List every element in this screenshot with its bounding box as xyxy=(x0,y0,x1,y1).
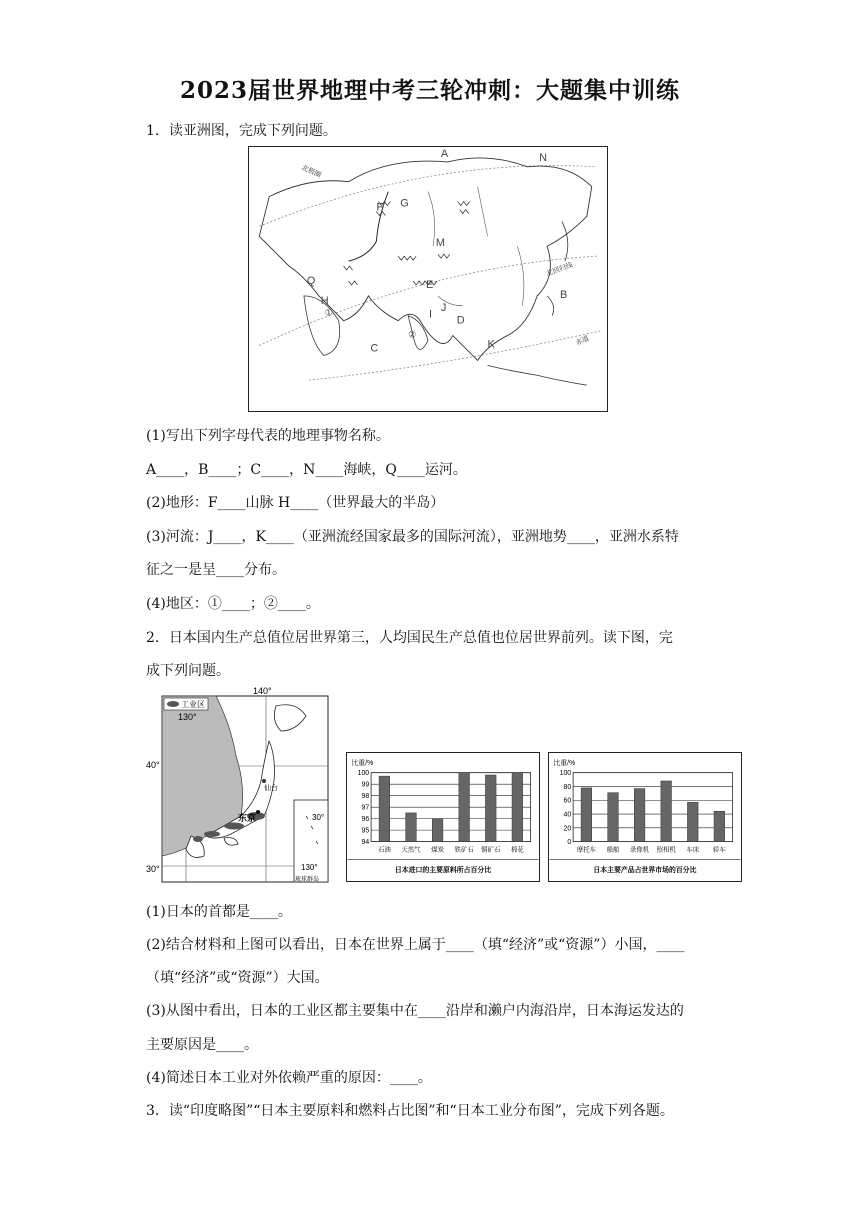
bar xyxy=(432,819,443,842)
y-tick-label: 94 xyxy=(361,839,370,847)
q1-part4: (4)地区：①____；②____。 xyxy=(146,596,320,612)
y-tick-label: 100 xyxy=(559,770,572,778)
q2-part2-a: (2)结合材料和上图可以看出，日本在世界上属于____（填“经济”或“资源”）小国，____ xyxy=(146,937,685,953)
label-M: M xyxy=(435,237,446,250)
label-circle-2: ② xyxy=(408,329,417,340)
japan-lon-140: 140° xyxy=(253,686,272,696)
japan-lat-30-inset: 30° xyxy=(312,813,325,822)
y-tick-label: 80 xyxy=(563,783,572,791)
japan-lon-130: 130° xyxy=(178,712,197,722)
x-tick-label: 铜矿石 xyxy=(481,846,501,854)
x-tick-label: 棉花 xyxy=(510,846,524,854)
label-K: K xyxy=(487,338,495,351)
label-H: H xyxy=(320,294,329,307)
x-tick-label: 石油 xyxy=(378,846,391,854)
q1-part3-b: 征之一是呈____分布。 xyxy=(146,562,286,578)
bar xyxy=(661,781,672,842)
arctic-circle-label: 北极圈 xyxy=(300,164,322,180)
q2-stem-1: 2．日本国内生产总值位居世界第三，人均国民生产总值也位居世界前列。读下图，完 xyxy=(146,630,673,646)
x-tick-label: 摩托车 xyxy=(576,846,597,854)
label-J: J xyxy=(440,301,447,314)
japan-map xyxy=(146,686,332,884)
q2-part3-b: 主要原因是____。 xyxy=(146,1037,258,1053)
y-tick-label: 99 xyxy=(361,781,370,789)
label-G: G xyxy=(400,197,409,210)
y-axis-label: 比重/% xyxy=(351,759,374,767)
bar xyxy=(379,776,390,841)
label-circle-1: ① xyxy=(324,307,333,318)
ryukyu-label: 琉球群岛 xyxy=(295,877,320,883)
equator-label: 赤道 xyxy=(574,335,591,348)
japan-lon-130-inset: 130° xyxy=(301,863,318,872)
label-C: C xyxy=(370,342,379,355)
label-Q: Q xyxy=(306,274,316,287)
label-B: B xyxy=(560,288,568,301)
x-tick-label: 铁矿石 xyxy=(454,846,474,854)
tropic-label: 北回归线 xyxy=(545,261,574,278)
sendai-label: 仙台 xyxy=(264,785,278,792)
bar xyxy=(406,813,417,842)
bar xyxy=(581,788,592,842)
y-tick-label: 60 xyxy=(563,797,572,805)
x-tick-label: 天然气 xyxy=(401,846,421,854)
x-tick-label: 船舶 xyxy=(606,846,620,854)
page-title: 2023届世界地理中考三轮冲刺：大题集中训练 xyxy=(179,77,680,104)
x-tick-label: 煤炭 xyxy=(431,846,444,854)
q3-stem: 3．读“印度略图”“日本主要原料和燃料占比图”和“日本工业分布图”，完成下列各题。 xyxy=(146,1103,674,1119)
y-tick-label: 0 xyxy=(567,839,572,847)
bar xyxy=(687,802,698,841)
label-N: N xyxy=(539,151,548,164)
label-D: D xyxy=(456,314,465,327)
bar xyxy=(634,789,645,842)
y-tick-label: 96 xyxy=(361,816,370,824)
q1-part1: (1)写出下列字母代表的地理事物名称。 xyxy=(146,428,390,444)
x-tick-label: 轿车 xyxy=(712,846,726,854)
y-tick-label: 20 xyxy=(563,825,572,833)
chart-market-share xyxy=(548,752,742,882)
y-tick-label: 40 xyxy=(563,811,572,819)
bar xyxy=(714,811,725,841)
bar xyxy=(512,773,523,842)
y-tick-label: 97 xyxy=(361,804,370,812)
q1-part1-blanks: A____，B____；C____，N____海峡，Q____运河。 xyxy=(146,462,467,478)
chart-import-share xyxy=(346,752,540,882)
label-E: E xyxy=(426,278,434,291)
q2-part3-a: (3)从图中看出，日本的工业区都主要集中在____沿岸和濑户内海沿岸，日本海运发达的 xyxy=(146,1003,684,1019)
tokyo-label: 东京 xyxy=(238,813,257,823)
chart-title: 日本主要产品占世界市场的百分比 xyxy=(593,867,697,875)
chart-title: 日本进口的主要原料所占百分比 xyxy=(394,867,492,875)
asia-map xyxy=(248,146,608,412)
q1-stem: 1．读亚洲图，完成下列问题。 xyxy=(146,123,337,139)
label-A: A xyxy=(440,147,449,160)
q2-part2-b: （填“经济”或“资源”）大国。 xyxy=(146,970,329,986)
japan-lat-30: 30° xyxy=(146,864,160,874)
x-tick-label: 车床 xyxy=(686,846,700,854)
y-axis-label: 比重/% xyxy=(553,759,576,767)
label-I: I xyxy=(428,308,433,321)
bar xyxy=(608,793,619,842)
q1-part3-a: (3)河流：J____，K____（亚洲流经国家最多的国际河流），亚洲地势____，亚洲水系特 xyxy=(146,529,679,545)
japan-legend-label: 工业区 xyxy=(181,700,205,709)
q2-part1: (1)日本的首都是____。 xyxy=(146,904,292,920)
japan-lat-40: 40° xyxy=(146,760,160,770)
q1-part2: (2)地形：F____山脉 H____（世界最大的半岛） xyxy=(146,495,445,511)
bar xyxy=(485,775,496,842)
plot-frame xyxy=(573,773,733,842)
q2-part4: (4)简述日本工业对外依赖严重的原因：____。 xyxy=(146,1070,432,1086)
label-F: F xyxy=(376,201,384,214)
q2-stem-2: 成下列问题。 xyxy=(146,663,230,679)
y-tick-label: 95 xyxy=(361,827,370,835)
x-tick-label: 录像机 xyxy=(629,846,650,854)
y-tick-label: 98 xyxy=(361,793,370,801)
y-tick-label: 100 xyxy=(357,770,370,778)
bar xyxy=(459,773,470,842)
x-tick-label: 照相机 xyxy=(656,846,676,854)
